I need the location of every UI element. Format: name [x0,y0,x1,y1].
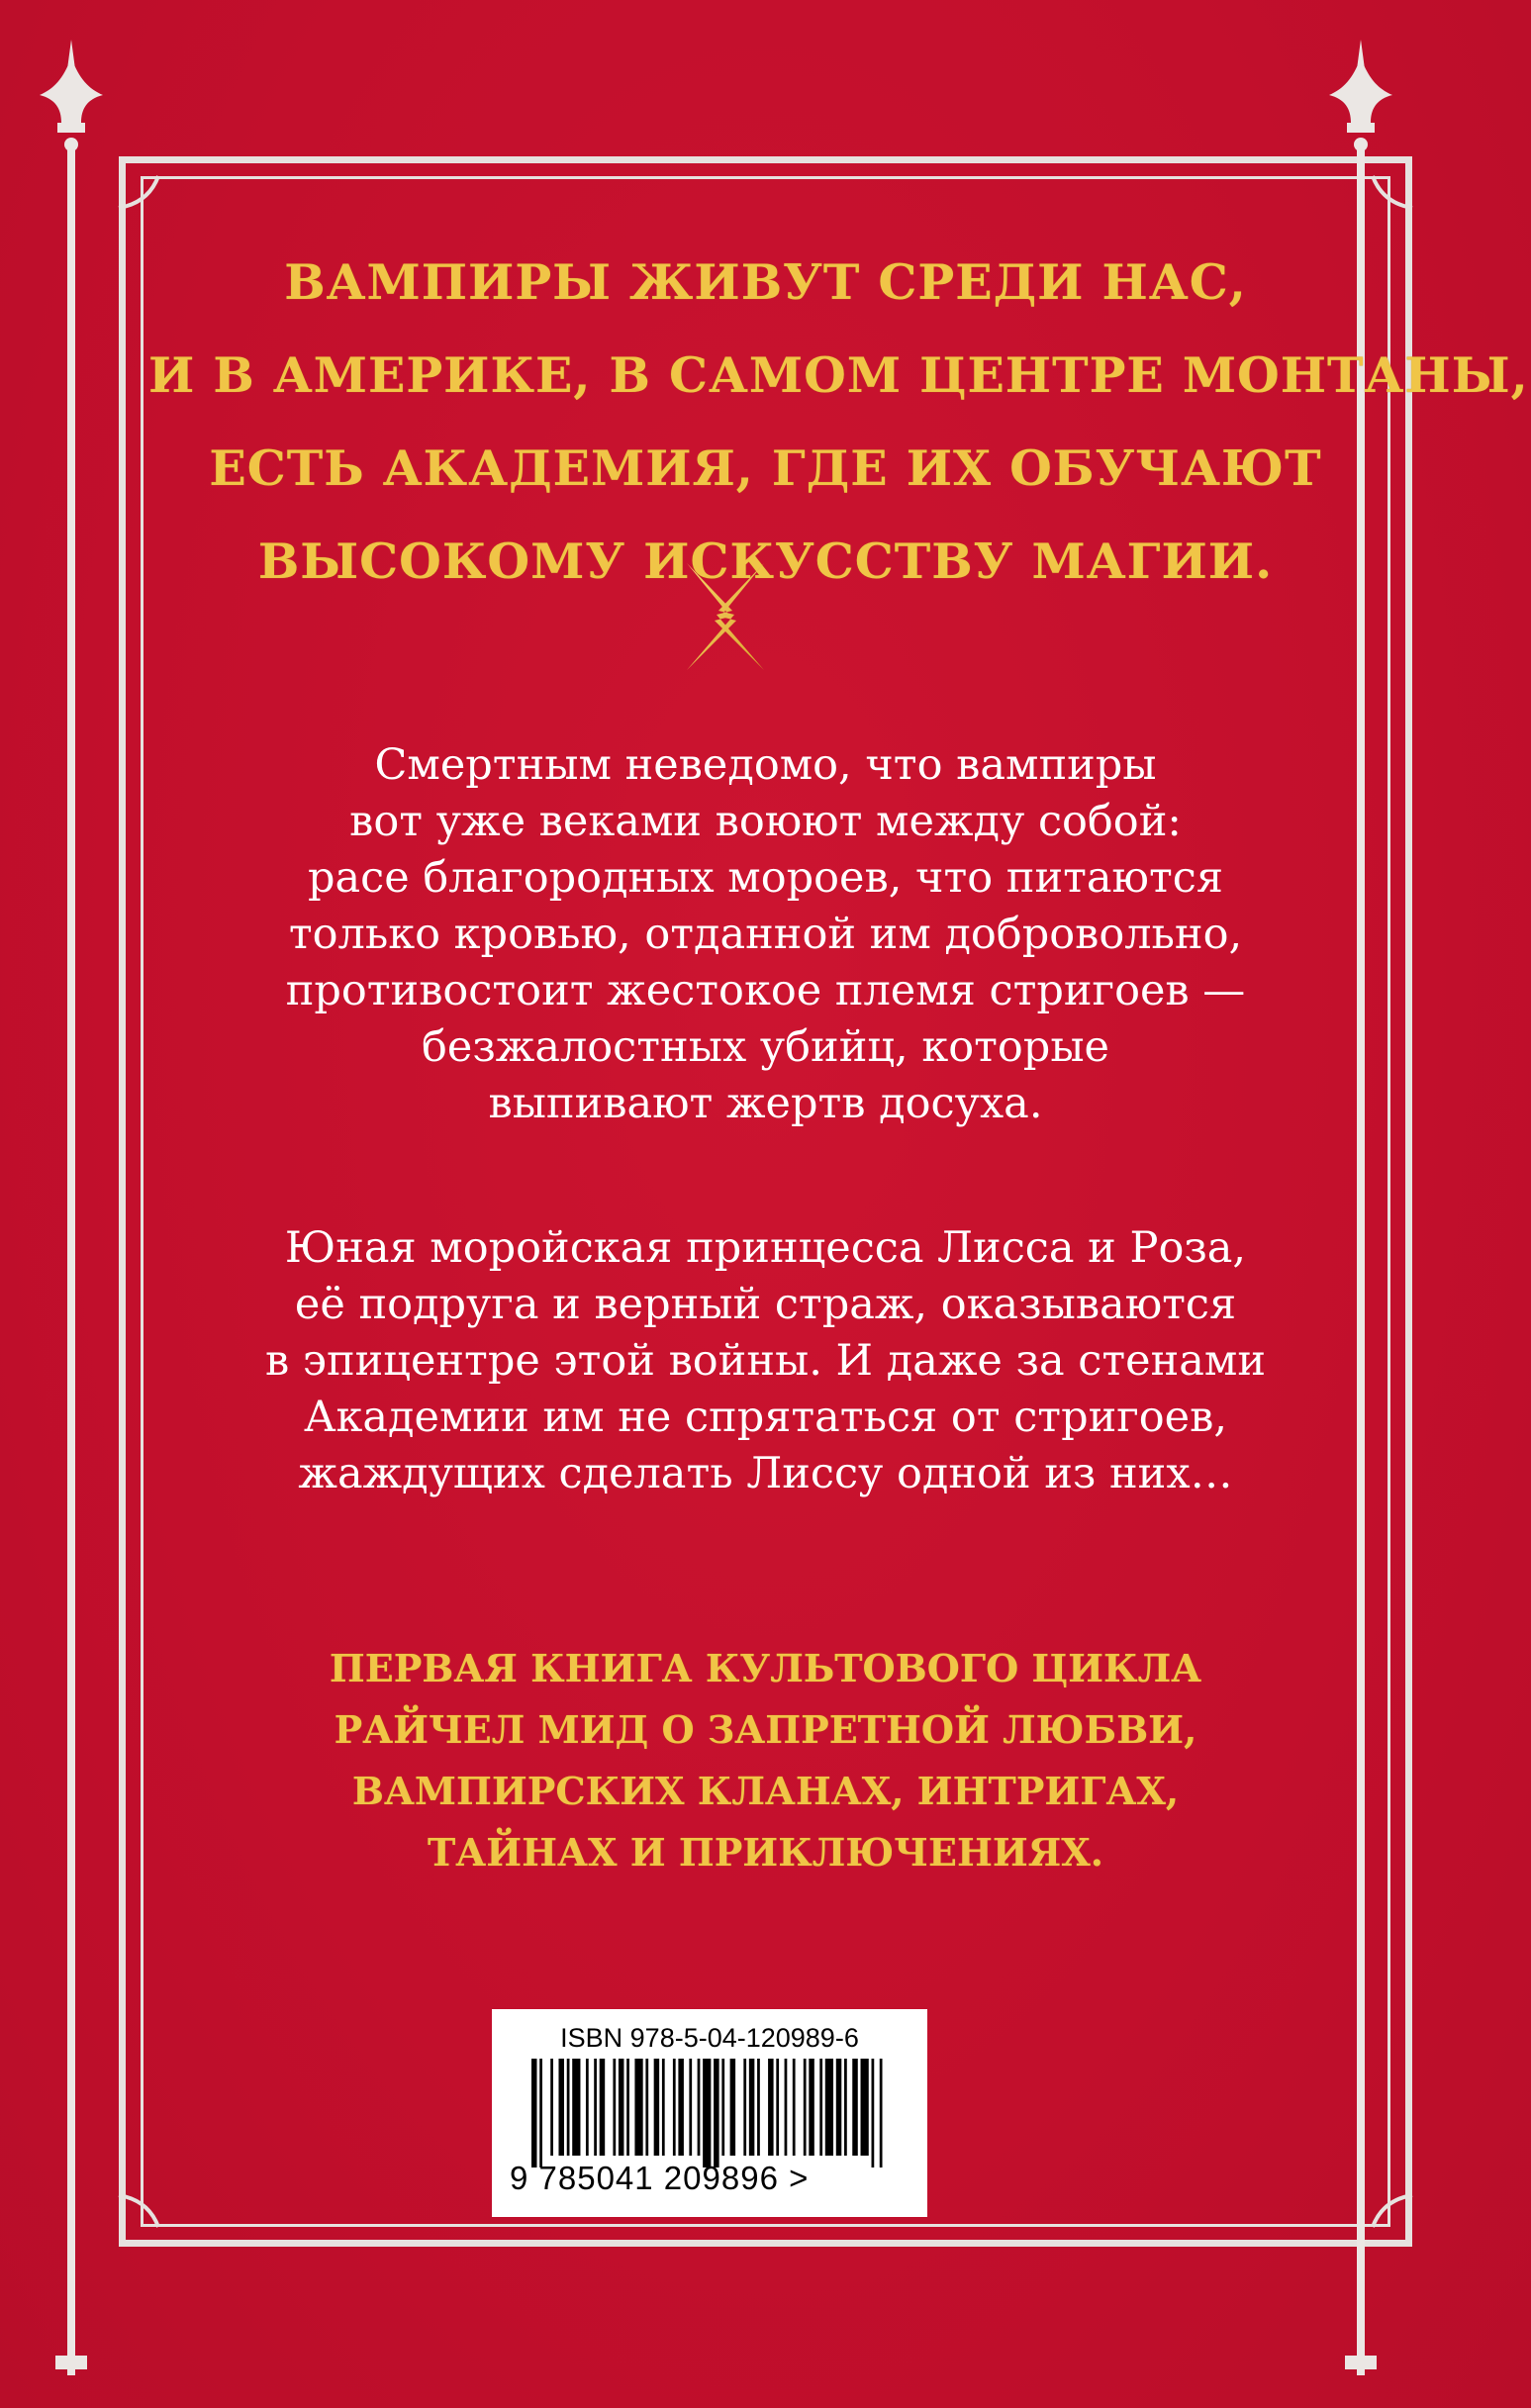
barcode-bar [662,2059,665,2156]
barcode-bar [714,2059,719,2167]
left-spear-icon [40,40,103,2375]
description-paragraph-1 [178,737,1353,1132]
text-line: вот уже веками воюют между собой: [349,797,1182,846]
barcode-bar [645,2059,648,2156]
heading-line: ВЫСОКОМУ ИСКУССТВУ МАГИИ. [257,532,1274,590]
text-line: безжалостных убийц, которые [422,1022,1109,1072]
barcode-bar [872,2059,875,2167]
barcode-bar [689,2059,692,2156]
barcode-bar [673,2059,676,2156]
barcode-bar [730,2059,736,2156]
barcode-bar [861,2059,869,2156]
barcode-bar [594,2059,597,2156]
barcode-bar [678,2059,684,2156]
barcode-bars [531,2059,888,2167]
barcode-bar [721,2059,724,2156]
text-line: жаждущих сделать Лиссу одной из них… [298,1449,1233,1498]
barcode-bar [539,2059,542,2167]
text-line: в эпицентре этой войны. И даже за стенами [265,1336,1266,1386]
barcode-bar [619,2059,624,2156]
barcode-bar [613,2059,616,2156]
barcode-bar [698,2059,701,2156]
barcode-bar [567,2059,570,2156]
barcode-digits: 9 785041 209896 > [510,2160,810,2196]
heading-line: И В АМЕРИКЕ, В САМОМ ЦЕНТРЕ МОНТАНЫ, [148,346,1529,404]
text-line: только кровью, отданной им добровольно, [288,910,1243,959]
barcode-bar [703,2059,711,2167]
text-line: Академии им не спрятаться от стригоев, [303,1393,1228,1442]
barcode-bar [586,2059,589,2156]
barcode-bar [626,2059,629,2156]
barcode-bar [836,2059,842,2156]
barcode-bar [804,2059,807,2156]
text-line: Юная моройская принцесса Лисса и Роза, [284,1223,1247,1273]
heading [148,236,1529,608]
crossed-lightning-emblem-icon [673,559,782,678]
barcode-bar [793,2059,796,2156]
barcode-bar [531,2059,537,2167]
tagline [178,1638,1353,1883]
barcode-bar [572,2059,580,2156]
text-line: расе благородных мороев, что питаются [307,853,1223,903]
barcode-bar [825,2059,833,2156]
barcode-box [492,2009,927,2217]
description-paragraph-2 [178,1220,1353,1502]
barcode-bar [880,2059,883,2167]
tagline-line: ТАЙНАХ И ПРИКЛЮЧЕНИЯХ. [428,1830,1103,1875]
barcode-bar [776,2059,779,2156]
barcode-bar [600,2059,606,2156]
barcode-bar [550,2059,553,2156]
tagline-line: ПЕРВАЯ КНИГА КУЛЬТОВОГО ЦИКЛА [329,1646,1202,1690]
barcode-bar [757,2059,760,2156]
barcode-bar [844,2059,847,2156]
barcode-bar [852,2059,858,2156]
text-line: Смертным неведомо, что вампиры [374,740,1157,790]
text-line: выпивают жертв досуха. [488,1079,1043,1128]
barcode-bar [819,2059,822,2156]
barcode-bar [743,2059,746,2156]
heading-line: ВАМПИРЫ ЖИВУТ СРЕДИ НАС, [284,253,1247,311]
text-line: противостоит жестокое племя стригоев — [285,966,1246,1015]
text-line: её подруга и верный страж, оказываются [294,1280,1237,1329]
isbn-label: ISBN 978-5-04-120989-6 [560,2023,859,2053]
tagline-line: РАЙЧЕЛ МИД О ЗАПРЕТНОЙ ЛЮБВИ, [334,1707,1197,1752]
barcode-bar [654,2059,660,2156]
tagline-line: ВАМПИРСКИХ КЛАНАХ, ИНТРИГАХ, [351,1769,1180,1813]
heading-line: ЕСТЬ АКАДЕМИЯ, ГДЕ ИХ ОБУЧАЮТ [209,439,1322,497]
barcode-bar [634,2059,642,2156]
barcode-bar [768,2059,774,2156]
barcode-bar [809,2059,814,2156]
barcode-bar [749,2059,755,2156]
barcode-bar [558,2059,564,2156]
barcode-bar [785,2059,788,2156]
